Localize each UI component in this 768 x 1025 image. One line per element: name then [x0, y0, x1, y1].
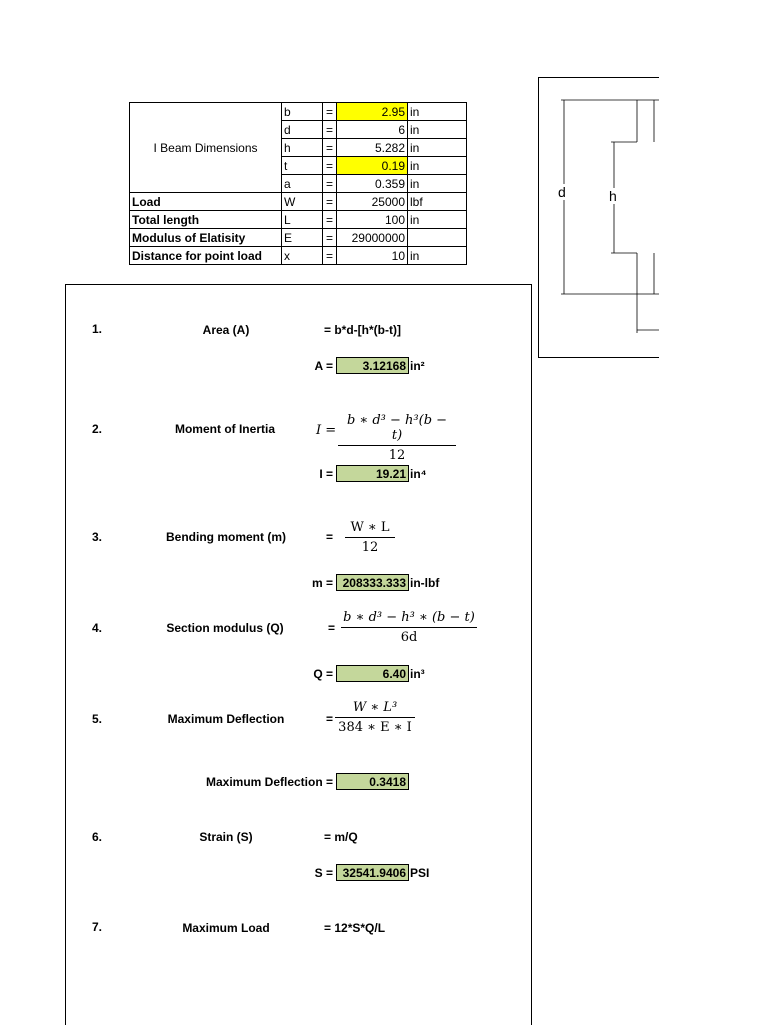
sym-cell[interactable]: L	[282, 211, 323, 229]
formula-lhs: =	[326, 530, 334, 544]
result-value-section-modulus[interactable]: 6.40	[336, 665, 409, 682]
result-label: Maximum Deflection =	[205, 775, 333, 789]
row-name-cell[interactable]: Modulus of Elatisity	[130, 229, 282, 247]
formula-numerator: b ∗ d³ − h³(b − t)	[338, 413, 456, 446]
step-title: Area (A)	[202, 323, 250, 337]
result-label: A =	[314, 359, 333, 373]
eq-cell[interactable]: =	[323, 175, 337, 193]
sym-cell[interactable]: E	[282, 229, 323, 247]
unit-cell[interactable]: in	[408, 121, 467, 139]
step-title: Strain (S)	[199, 830, 253, 844]
sym-cell[interactable]: x	[282, 247, 323, 265]
step-number: 5.	[92, 712, 103, 726]
eq-cell[interactable]: =	[323, 121, 337, 139]
row-name-cell[interactable]: Load	[130, 193, 282, 211]
result-value-area[interactable]: 3.12168	[336, 357, 409, 374]
step-number: 1.	[92, 322, 103, 336]
result-unit: in³	[410, 667, 425, 681]
result-unit: in²	[410, 359, 425, 373]
formula-lhs: =	[326, 712, 334, 726]
value-cell-w[interactable]: 25000	[337, 193, 408, 211]
step-number: 7.	[92, 920, 103, 934]
result-value-moment[interactable]: 208333.333	[336, 574, 409, 591]
ibeam-diagram-svg	[539, 78, 659, 357]
formula-denominator: 6d	[400, 630, 418, 645]
step-title: Bending moment (m)	[166, 530, 286, 544]
eq-cell[interactable]: =	[323, 247, 337, 265]
step-title: Moment of Inertia	[174, 422, 275, 436]
step-number: 3.	[92, 530, 103, 544]
eq-cell[interactable]: =	[323, 157, 337, 175]
formula-numerator: W ∗ L	[345, 520, 395, 538]
unit-cell[interactable]: in	[408, 139, 467, 157]
unit-cell[interactable]: in	[408, 103, 467, 121]
eq-cell[interactable]: =	[323, 229, 337, 247]
result-label: S =	[314, 866, 333, 880]
formula-numerator: W ∗ L³	[335, 700, 415, 718]
step-formula: = b*d-[h*(b-t)]	[324, 323, 401, 337]
unit-cell[interactable]: lbf	[408, 193, 467, 211]
value-cell-d[interactable]: 6	[337, 121, 408, 139]
eq-cell[interactable]: =	[323, 211, 337, 229]
unit-cell[interactable]: in	[408, 175, 467, 193]
result-value-inertia[interactable]: 19.21	[336, 465, 409, 482]
formula-denominator: 12	[388, 448, 406, 463]
sym-cell[interactable]: h	[282, 139, 323, 157]
row-name-cell[interactable]: Distance for point load	[130, 247, 282, 265]
value-cell-a[interactable]: 0.359	[337, 175, 408, 193]
unit-cell[interactable]: in	[408, 211, 467, 229]
step-title: Section modulus (Q)	[166, 621, 284, 635]
result-label: m =	[311, 576, 333, 590]
dimensions-table	[129, 102, 467, 265]
formula-denominator: 384 ∗ E ∗ I	[338, 720, 412, 735]
step-number: 6.	[92, 830, 103, 844]
value-cell-h[interactable]: 5.282	[337, 139, 408, 157]
formula-lhs: =	[328, 621, 336, 635]
sym-cell[interactable]: t	[282, 157, 323, 175]
result-value-deflection[interactable]: 0.3418	[336, 773, 409, 790]
step-number: 2.	[92, 422, 103, 436]
formula-fraction-moment	[345, 520, 395, 555]
formula-fraction-inertia	[338, 413, 456, 463]
result-unit: in-lbf	[410, 576, 440, 590]
sym-cell[interactable]: b	[282, 103, 323, 121]
step-formula: = 12*S*Q/L	[324, 921, 386, 935]
value-cell-x[interactable]: 10	[337, 247, 408, 265]
sym-cell[interactable]: d	[282, 121, 323, 139]
ibeam-diagram	[538, 77, 659, 358]
formula-numerator: b ∗ d³ − h³ ∗ (b − t)	[341, 610, 477, 628]
step-number: 4.	[92, 621, 103, 635]
row-name-cell[interactable]: Total length	[130, 211, 282, 229]
result-unit: in⁴	[410, 467, 427, 481]
value-cell-t[interactable]: 0.19	[337, 157, 408, 175]
formula-fraction-deflection	[335, 700, 415, 735]
sym-cell[interactable]: W	[282, 193, 323, 211]
unit-cell[interactable]	[408, 229, 467, 247]
value-cell-e[interactable]: 29000000	[337, 229, 408, 247]
formula-fraction-section-modulus	[341, 610, 477, 645]
result-label: I =	[319, 467, 333, 481]
eq-cell[interactable]: =	[323, 193, 337, 211]
group-label: I Beam Dimensions	[130, 103, 282, 193]
step-title: Maximum Deflection	[167, 712, 285, 726]
unit-cell[interactable]: in	[408, 247, 467, 265]
result-value-strain[interactable]: 32541.9406	[336, 864, 409, 881]
formula-denominator: 12	[361, 540, 379, 555]
value-cell-l[interactable]: 100	[337, 211, 408, 229]
step-formula: = m/Q	[324, 830, 358, 844]
formula-lhs: I =	[316, 423, 337, 438]
calculation-panel	[65, 284, 532, 1025]
eq-cell[interactable]: =	[323, 139, 337, 157]
result-unit: PSI	[410, 866, 430, 880]
step-title: Maximum Load	[182, 921, 270, 935]
unit-cell[interactable]: in	[408, 157, 467, 175]
diagram-label-h: h	[609, 188, 617, 204]
value-cell-b[interactable]: 2.95	[337, 103, 408, 121]
diagram-label-d: d	[558, 184, 566, 200]
sym-cell[interactable]: a	[282, 175, 323, 193]
eq-cell[interactable]: =	[323, 103, 337, 121]
result-label: Q =	[313, 667, 333, 681]
